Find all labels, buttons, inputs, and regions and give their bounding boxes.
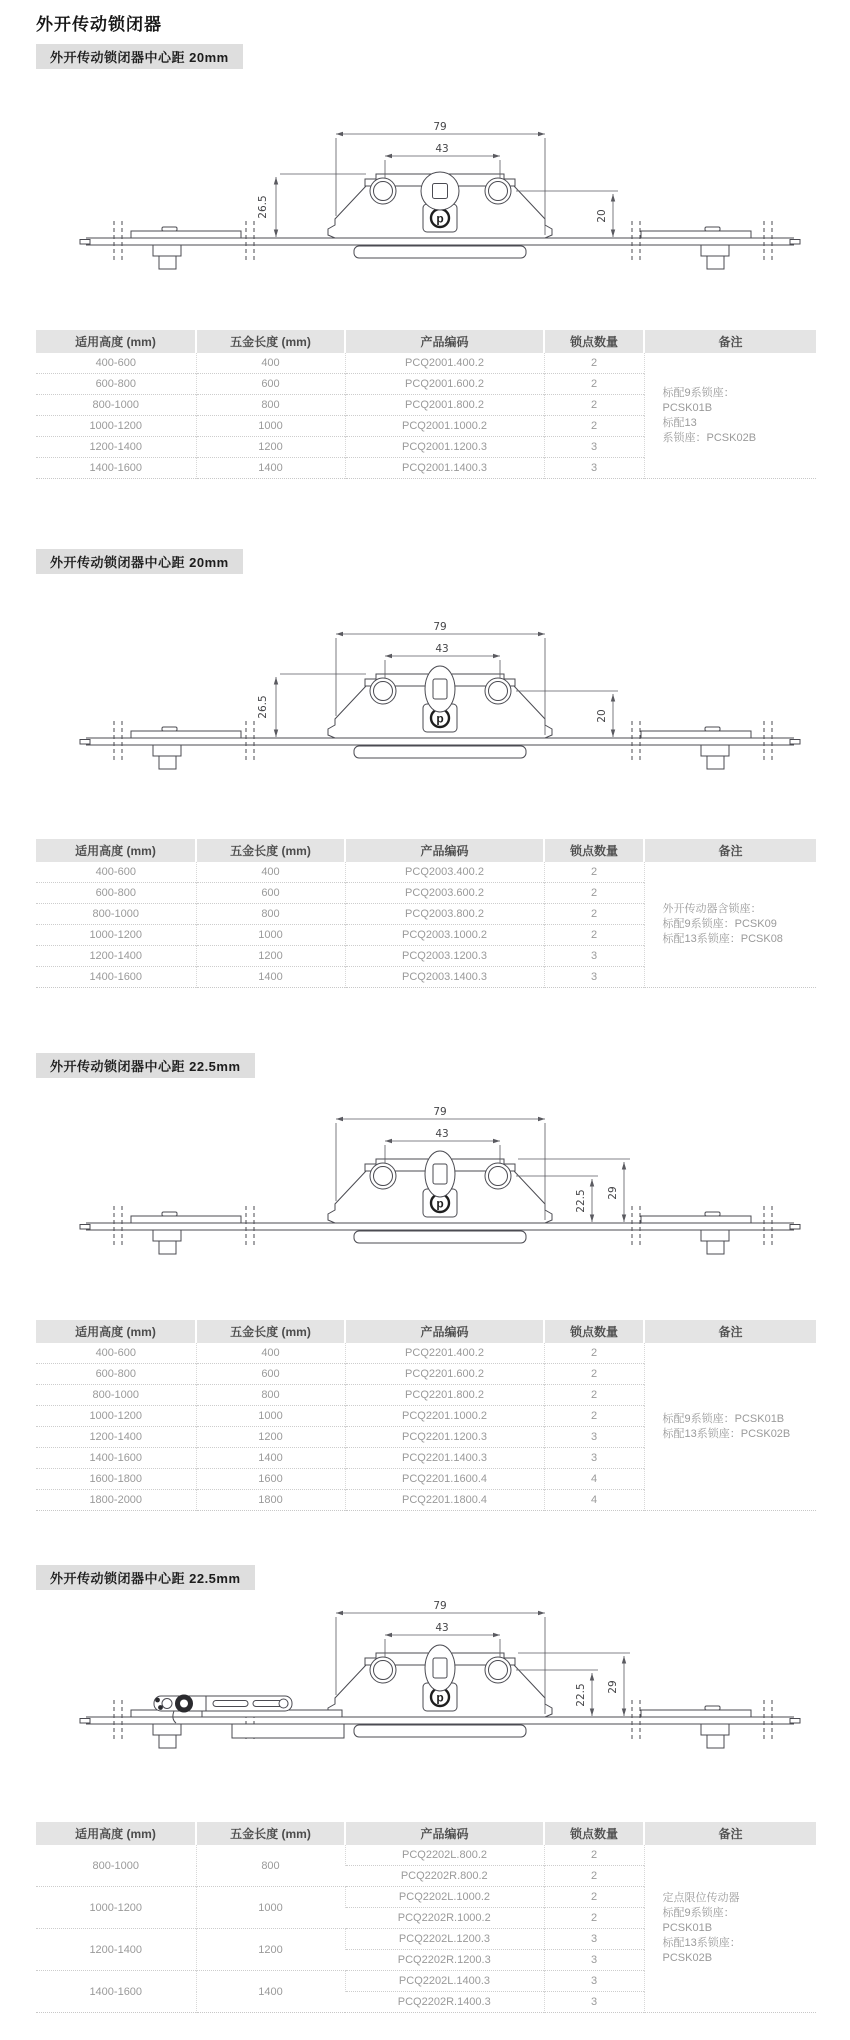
remark-line: 定点限位传动器 bbox=[662, 1892, 740, 1904]
remark-cell bbox=[644, 1845, 816, 2013]
dim-label-right: 20 bbox=[596, 209, 608, 223]
table-cell: PCQ2201.400.2 bbox=[345, 1343, 544, 1364]
table-cell: 1400 bbox=[196, 458, 345, 479]
technical-drawing-20mm-1 bbox=[36, 85, 816, 285]
table-cell: 1400-1600 bbox=[36, 1448, 196, 1469]
table-cell: 2 bbox=[544, 1364, 644, 1385]
table-cell: 2 bbox=[544, 925, 644, 946]
table-cell: PCQ2001.600.2 bbox=[345, 374, 544, 395]
table-cell: PCQ2202L.1200.3 bbox=[345, 1929, 544, 1950]
table-cell: PCQ2201.600.2 bbox=[345, 1364, 544, 1385]
remark-cell bbox=[644, 1343, 816, 1511]
table-cell: 1200 bbox=[196, 946, 345, 967]
table-cell: 1000 bbox=[196, 1406, 345, 1427]
table-cell: 400 bbox=[196, 1343, 345, 1364]
table-cell: PCQ2202L.800.2 bbox=[345, 1845, 544, 1866]
table-cell: PCQ2003.800.2 bbox=[345, 904, 544, 925]
table-cell: 600 bbox=[196, 883, 345, 904]
table-cell: 1000 bbox=[196, 1887, 345, 1929]
table-cell: 400 bbox=[196, 353, 345, 374]
table-cell: 1200-1400 bbox=[36, 1929, 196, 1971]
table-cell: PCQ2001.1200.3 bbox=[345, 437, 544, 458]
dim-label-inner: 43 bbox=[435, 143, 449, 155]
table-cell: PCQ2202R.1400.3 bbox=[345, 1992, 544, 2013]
column-header: 锁点数量 bbox=[544, 1822, 644, 1845]
table-cell: 3 bbox=[544, 458, 644, 479]
column-header: 产品编码 bbox=[345, 1822, 544, 1845]
table-cell: PCQ2201.1200.3 bbox=[345, 1427, 544, 1448]
table-cell: PCQ2201.1800.4 bbox=[345, 1490, 544, 1511]
table-cell: PCQ2003.1200.3 bbox=[345, 946, 544, 967]
table-cell: 2 bbox=[544, 883, 644, 904]
technical-drawing-225mm-1 bbox=[36, 1070, 816, 1270]
column-header: 锁点数量 bbox=[544, 330, 644, 353]
table-cell: 1800-2000 bbox=[36, 1490, 196, 1511]
spec-table-4 bbox=[36, 1822, 816, 2013]
table-cell: 600-800 bbox=[36, 1364, 196, 1385]
table-cell: 400 bbox=[196, 862, 345, 883]
table-cell: 800-1000 bbox=[36, 904, 196, 925]
table-cell: PCQ2202L.1400.3 bbox=[345, 1971, 544, 1992]
column-header: 锁点数量 bbox=[544, 839, 644, 862]
remark-line: PCSK01B bbox=[662, 1922, 713, 1934]
table-cell: 1600 bbox=[196, 1469, 345, 1490]
remark-cell bbox=[644, 353, 816, 479]
table-cell: 800 bbox=[196, 1385, 345, 1406]
table-cell: 3 bbox=[544, 967, 644, 988]
column-header: 适用高度 (mm) bbox=[36, 1822, 196, 1845]
table-cell: 800 bbox=[196, 904, 345, 925]
spec-table-3 bbox=[36, 1320, 816, 1511]
table-cell: 2 bbox=[544, 862, 644, 883]
table-cell: 4 bbox=[544, 1490, 644, 1511]
dim-label-right: 20 bbox=[596, 709, 608, 723]
table-cell: 1200-1400 bbox=[36, 946, 196, 967]
table-cell: 1200-1400 bbox=[36, 437, 196, 458]
table-cell: 2 bbox=[544, 374, 644, 395]
remark-line: PCSK02B bbox=[662, 1952, 713, 1964]
column-header: 产品编码 bbox=[345, 1320, 544, 1343]
spec-table-1 bbox=[36, 330, 816, 479]
table-cell: 1000 bbox=[196, 925, 345, 946]
table-cell: 2 bbox=[544, 1866, 644, 1887]
remark-line: 标配13系锁座： bbox=[662, 1937, 741, 1949]
table-cell: 3 bbox=[544, 1950, 644, 1971]
technical-drawing-20mm-2 bbox=[36, 585, 816, 785]
table-cell: 2 bbox=[544, 1908, 644, 1929]
table-cell: 3 bbox=[544, 1448, 644, 1469]
table-row bbox=[36, 1845, 816, 1866]
table-cell: PCQ2202R.1200.3 bbox=[345, 1950, 544, 1971]
header-row bbox=[36, 839, 816, 862]
table-row bbox=[36, 862, 816, 883]
column-header: 五金长度 (mm) bbox=[196, 1320, 345, 1343]
table-cell: 3 bbox=[544, 1992, 644, 2013]
column-header: 产品编码 bbox=[345, 839, 544, 862]
section-header-2: 外开传动锁闭器中心距 20mm bbox=[36, 549, 243, 574]
table-cell: 2 bbox=[544, 1845, 644, 1866]
table-cell: 800-1000 bbox=[92, 1859, 139, 1872]
table-cell: 2 bbox=[544, 1887, 644, 1908]
remark-line: 标配13系锁座：PCSK02B bbox=[662, 1427, 791, 1440]
header-row bbox=[36, 1822, 816, 1845]
column-header: 五金长度 (mm) bbox=[196, 839, 345, 862]
table-cell: 2 bbox=[544, 1406, 644, 1427]
remark-cell bbox=[644, 862, 816, 988]
table-cell: 2 bbox=[544, 1385, 644, 1406]
section-header-1: 外开传动锁闭器中心距 20mm bbox=[36, 44, 243, 69]
table-cell: 2 bbox=[544, 353, 644, 374]
table-cell: 800 bbox=[196, 1845, 345, 1887]
table-cell: PCQ2003.1000.2 bbox=[345, 925, 544, 946]
dim-label-upper: 29 bbox=[607, 1680, 619, 1694]
column-header: 备注 bbox=[644, 1822, 816, 1845]
table-cell: 1200 bbox=[196, 1929, 345, 1971]
column-header: 产品编码 bbox=[345, 330, 544, 353]
table-cell: PCQ2003.1400.3 bbox=[345, 967, 544, 988]
dim-label-inner: 43 bbox=[435, 643, 449, 655]
table-cell: 3 bbox=[544, 1929, 644, 1950]
table-cell: 1400 bbox=[196, 1448, 345, 1469]
table-cell: 1400 bbox=[196, 1971, 345, 2013]
table-cell: 1200 bbox=[196, 1427, 345, 1448]
table-cell: 1800 bbox=[196, 1490, 345, 1511]
table-cell: PCQ2003.600.2 bbox=[345, 883, 544, 904]
technical-drawing-225mm-2 bbox=[36, 1564, 816, 1764]
dim-label-lower: 22.5 bbox=[575, 1683, 587, 1707]
table-cell: 1000-1200 bbox=[36, 1887, 196, 1929]
table-cell: PCQ2001.1400.3 bbox=[345, 458, 544, 479]
table-cell: 1400-1600 bbox=[36, 967, 196, 988]
section-header-3: 外开传动锁闭器中心距 22.5mm bbox=[36, 1053, 255, 1078]
column-header: 适用高度 (mm) bbox=[36, 330, 196, 353]
table-cell: 1000-1200 bbox=[36, 416, 196, 437]
table-cell: 2 bbox=[544, 1343, 644, 1364]
table-cell: 800-1000 bbox=[36, 1385, 196, 1406]
table-cell: 1000-1200 bbox=[36, 1406, 196, 1427]
remark-line: 标配13 bbox=[662, 416, 697, 429]
table-cell: 3 bbox=[544, 1427, 644, 1448]
table-cell: 800 bbox=[196, 395, 345, 416]
remark-line: 标配9系锁座：PCSK09 bbox=[662, 918, 777, 930]
table-cell: 400-600 bbox=[95, 1347, 136, 1359]
header-row bbox=[36, 330, 816, 353]
dim-label-upper: 29 bbox=[607, 1186, 619, 1200]
table-cell: 3 bbox=[544, 946, 644, 967]
table-cell: PCQ2202R.800.2 bbox=[345, 1866, 544, 1887]
dim-label-outer: 79 bbox=[433, 121, 447, 133]
table-cell: PCQ2201.1600.4 bbox=[345, 1469, 544, 1490]
dim-label-outer: 79 bbox=[433, 1106, 447, 1118]
table-row bbox=[36, 353, 816, 374]
column-header: 适用高度 (mm) bbox=[36, 839, 196, 862]
remark-line: 标配13系锁座：PCSK08 bbox=[662, 933, 783, 945]
table-cell: 600 bbox=[196, 1364, 345, 1385]
table-cell: 1400 bbox=[196, 967, 345, 988]
dim-label-inner: 43 bbox=[435, 1622, 449, 1634]
table-cell: 1200 bbox=[196, 437, 345, 458]
table-cell: 600-800 bbox=[36, 374, 196, 395]
table-cell: PCQ2201.1400.3 bbox=[345, 1448, 544, 1469]
table-cell: 1400-1600 bbox=[36, 1971, 196, 2013]
header-row bbox=[36, 1320, 816, 1343]
table-cell: 1000 bbox=[196, 416, 345, 437]
table-row bbox=[36, 1343, 816, 1364]
remark-line: 系锁座：PCSK02B bbox=[662, 431, 757, 444]
dim-label-outer: 79 bbox=[433, 621, 447, 633]
table-cell: PCQ2003.400.2 bbox=[345, 862, 544, 883]
remark-line: PCSK01B bbox=[662, 401, 713, 414]
table-cell: 2 bbox=[544, 416, 644, 437]
dim-label-left: 26.5 bbox=[257, 695, 269, 719]
section-header-4: 外开传动锁闭器中心距 22.5mm bbox=[36, 1565, 255, 1590]
table-cell: 1000-1200 bbox=[36, 925, 196, 946]
table-cell: PCQ2001.1000.2 bbox=[345, 416, 544, 437]
table-cell: 4 bbox=[544, 1469, 644, 1490]
remark-line: 标配9系锁座： bbox=[662, 1907, 735, 1919]
table-cell: PCQ2201.1000.2 bbox=[345, 1406, 544, 1427]
table-cell: 600 bbox=[196, 374, 345, 395]
page-title: 外开传动锁闭器 bbox=[36, 15, 162, 34]
table-cell: PCQ2201.800.2 bbox=[345, 1385, 544, 1406]
dim-label-outer: 79 bbox=[433, 1600, 447, 1612]
remark-line: 标配9系锁座： bbox=[662, 386, 735, 399]
table-cell: 1600-1800 bbox=[36, 1469, 196, 1490]
column-header: 锁点数量 bbox=[544, 1320, 644, 1343]
dim-label-left: 26.5 bbox=[257, 195, 269, 219]
table-cell: 800-1000 bbox=[36, 395, 196, 416]
table-cell: PCQ2202L.1000.2 bbox=[345, 1887, 544, 1908]
column-header: 备注 bbox=[644, 839, 816, 862]
table-cell: 2 bbox=[544, 904, 644, 925]
table-cell: 1200-1400 bbox=[36, 1427, 196, 1448]
table-cell: 2 bbox=[544, 395, 644, 416]
column-header: 备注 bbox=[644, 330, 816, 353]
table-cell: 1400-1600 bbox=[36, 458, 196, 479]
table-cell: PCQ2001.400.2 bbox=[345, 353, 544, 374]
remark-line: 外开传动器含锁座： bbox=[662, 903, 762, 915]
table-cell: 600-800 bbox=[36, 883, 196, 904]
table-cell: 400-600 bbox=[95, 357, 136, 369]
table-cell: PCQ2001.800.2 bbox=[345, 395, 544, 416]
table-cell: 3 bbox=[544, 437, 644, 458]
spec-table-2 bbox=[36, 839, 816, 988]
column-header: 五金长度 (mm) bbox=[196, 1822, 345, 1845]
column-header: 备注 bbox=[644, 1320, 816, 1343]
column-header: 适用高度 (mm) bbox=[36, 1320, 196, 1343]
remark-line: 标配9系锁座：PCSK01B bbox=[662, 1412, 785, 1425]
dim-label-inner: 43 bbox=[435, 1128, 449, 1140]
table-cell: 400-600 bbox=[95, 866, 136, 878]
table-cell: 3 bbox=[544, 1971, 644, 1992]
column-header: 五金长度 (mm) bbox=[196, 330, 345, 353]
table-cell: PCQ2202R.1000.2 bbox=[345, 1908, 544, 1929]
dim-label-lower: 22.5 bbox=[575, 1189, 587, 1213]
